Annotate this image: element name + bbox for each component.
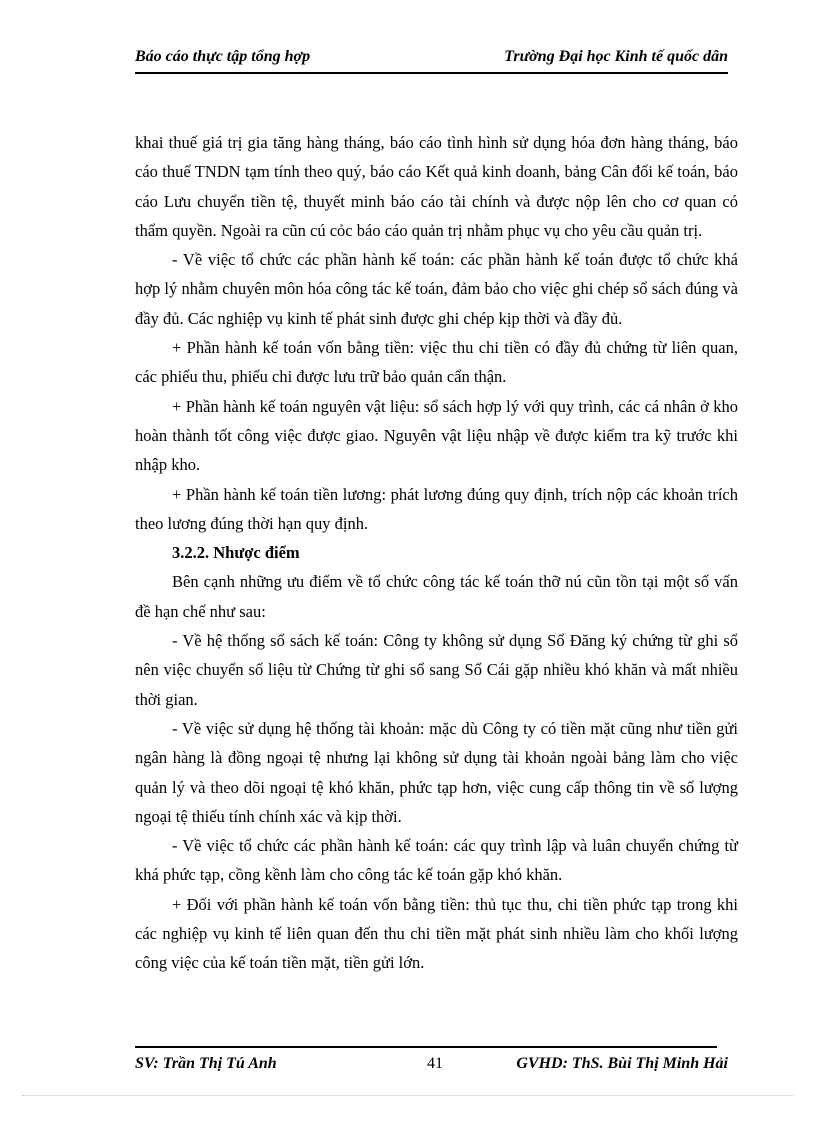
page-number: 41 bbox=[427, 1055, 443, 1072]
footer-student: SV: Trần Thị Tú Anh bbox=[135, 1055, 277, 1072]
paragraph-limitations-intro: Bên cạnh những ưu điểm về tổ chức công tác kế toán thỡ nú cũn tồn tại một số vấn đề hạn chế như sau: bbox=[135, 572, 738, 621]
paragraph-continuation: khai thuế giá trị gia tăng hàng tháng, báo cáo tình hình sử dụng hóa đơn hàng tháng, báo cáo thuế TNDN tạm tính theo quý, báo cáo Kết quả kinh doanh, bảng Cân đối kế toán, báo cáo Lưu chuyển tiền tệ, thuyết minh báo cáo tài chính và được nộp lên cho cơ quan có thẩm quyền. Ngoài ra cũn cú cỏc báo cáo quản trị nhằm phục vụ cho yêu cầu quản trị. bbox=[135, 133, 738, 240]
header-report-title: Báo cáo thực tập tổng hợp bbox=[135, 48, 311, 65]
paragraph-ledger-system: - Về hệ thống sổ sách kế toán: Công ty không sử dụng Sổ Đăng ký chứng từ ghi sổ nên việc chuyển số liệu từ Chứng từ ghi sổ sang Sổ Cái gặp nhiều khó khăn và mất nhiều thời gian. bbox=[135, 631, 738, 709]
paragraph-document-flow: - Về việc tổ chức các phần hành kế toán: các quy trình lập và luân chuyển chứng từ khá phức tạp, cồng kềnh làm cho công tác kế toán gặp khó khăn. bbox=[135, 836, 738, 885]
section-heading: 3.2.2. Nhược điểm bbox=[172, 543, 300, 563]
document-body bbox=[135, 128, 738, 978]
page-edge-divider bbox=[22, 1095, 794, 1096]
header-rule bbox=[135, 72, 728, 74]
footer-advisor: GVHD: ThS. Bùi Thị Minh Hải bbox=[516, 1055, 728, 1072]
footer-rule bbox=[135, 1046, 717, 1048]
paragraph-cash-procedures: + Đối với phần hành kế toán vốn bằng tiền: thủ tục thu, chi tiền phức tạp trong khi các nghiệp vụ kinh tế liên quan đến thu chi tiền mặt phát sinh nhiều làm cho khối lượng công việc của kế toán tiền mặt, tiền gửi lớn. bbox=[135, 894, 738, 973]
paragraph-salary: + Phần hành kế toán tiền lương: phát lương đúng quy định, trích nộp các khoản trích theo lương đúng thời hạn quy định. bbox=[135, 484, 738, 533]
header-university: Trường Đại học Kinh tế quốc dân bbox=[504, 48, 728, 65]
paragraph-accounts-system: - Về việc sử dụng hệ thống tài khoản: mặc dù Công ty có tiền mặt cũng như tiền gửi ngân hàng là đồng ngoại tệ nhưng lại không sử dụng tài khoản ngoài bảng làm cho việc quản lý và theo dõi ngoại tệ khó khăn, phức tạp hơn, việc cung cấp thông tin về số lượng ngoại tệ thiếu tính chính xác và kịp thời. bbox=[135, 718, 738, 826]
paragraph-cash: + Phần hành kế toán vốn bằng tiền: việc thu chi tiền có đầy đủ chứng từ liên quan, các phiếu thu, phiếu chi được lưu trữ bảo quản cẩn thận. bbox=[135, 338, 738, 387]
page-header bbox=[135, 48, 728, 72]
paragraph-materials: + Phần hành kế toán nguyên vật liệu: sổ sách hợp lý với quy trình, các cá nhân ở kho hoàn thành tốt công việc được giao. Nguyên vật liệu nhập về được kiểm tra kỹ trước khi nhập kho. bbox=[135, 396, 738, 475]
page-footer bbox=[135, 1055, 728, 1079]
paragraph-accounting-sections: - Về việc tổ chức các phần hành kế toán: các phần hành kế toán được tổ chức khá hợp lý nhằm chuyên môn hóa công tác kế toán, đảm bảo cho việc ghi chép sổ sách đúng và đầy đủ. Các nghiệp vụ kinh tế phát sinh được ghi chép kịp thời và đầy đủ. bbox=[135, 250, 738, 328]
